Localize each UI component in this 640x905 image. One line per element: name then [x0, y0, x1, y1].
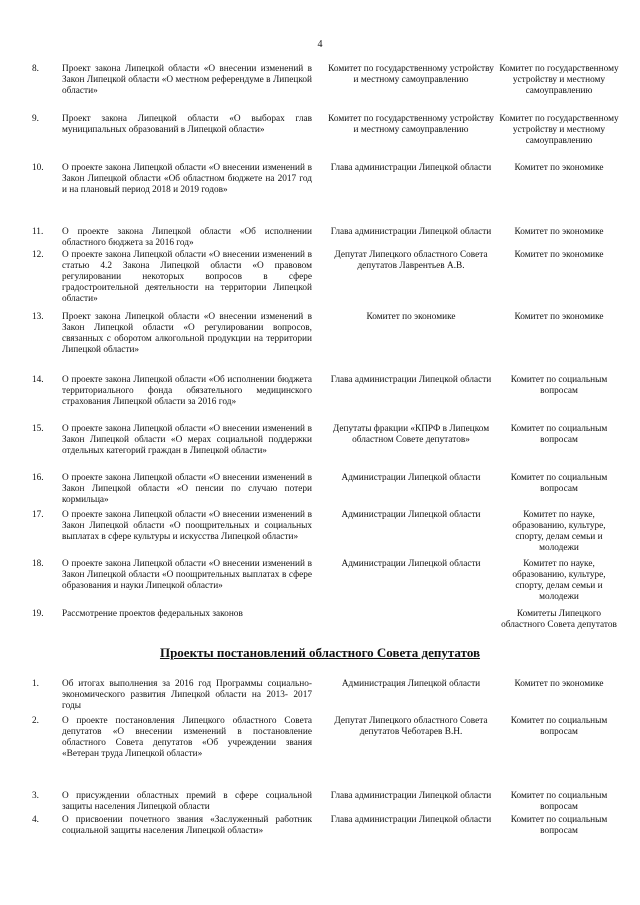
- item-committee: Комитет по экономике: [514, 163, 604, 173]
- item-number: 18.: [32, 559, 44, 569]
- item-number: 11.: [32, 227, 44, 237]
- item-title: О проекте закона Липецкой области «О внесении изменений в Закон Липецкой области «О пенсии по случаю потери кормильца»: [62, 473, 312, 505]
- item-author: Администрация Липецкой области: [341, 679, 481, 689]
- item-title: О проекте закона Липецкой области «О внесении изменений в Закон Липецкой области «Об областном бюджете на 2017 год и на плановый период 2018 и 2019 годов»: [62, 163, 312, 195]
- item-number: 4.: [32, 815, 39, 825]
- item-number: 10.: [32, 163, 44, 173]
- item-author: Депутаты фракции «КПРФ в Липецком областном Совете депутатов»: [332, 424, 490, 445]
- item-number: 13.: [32, 312, 44, 322]
- item-committee: Комитет по науке, образованию, культуре, спорту, делам семьи и молодежи: [512, 559, 606, 602]
- item-title: О присуждении областных премий в сфере социальной защиты населения Липецкой области: [62, 791, 312, 812]
- item-number: 1.: [32, 679, 39, 689]
- item-number: 12.: [32, 250, 44, 260]
- item-author: Комитет по государственному устройству и местному самоуправлению: [328, 114, 494, 135]
- item-committee: Комитет по социальным вопросам: [510, 473, 608, 494]
- item-number: 9.: [32, 114, 39, 124]
- item-title: О проекте закона Липецкой области «О внесении изменений в статью 4.2 Закона Липецкой области «О правовом регулировании некоторых вопросов в сфере градостроительной деятельности на территории Липецкой области»: [62, 250, 312, 304]
- item-title: О проекте постановления Липецкого областного Совета депутатов «О внесении изменений в постановление областного Совета депутатов «Об учреждении звания «Ветеран труда Липецкой области»: [62, 716, 312, 759]
- section-heading: Проекты постановлений областного Совета депутатов: [159, 645, 481, 660]
- item-committee: Комитет по государственному устройству и местному самоуправлению: [499, 64, 619, 96]
- item-committee: Комитет по экономике: [514, 312, 604, 322]
- item-committee: Комитеты Липецкого областного Совета депутатов: [501, 609, 617, 630]
- item-committee: Комитет по социальным вопросам: [510, 424, 608, 445]
- item-title: Проект закона Липецкой области «О внесении изменений в Закон Липецкой области «О регулировании вопросов, связанных с оборотом алкогольной продукции на территории Липецкой области»: [62, 312, 312, 355]
- item-committee: Комитет по социальным вопросам: [510, 791, 608, 812]
- item-author: Комитет по экономике: [366, 312, 456, 322]
- item-author: Администрации Липецкой области: [341, 473, 481, 483]
- item-author: Администрации Липецкой области: [341, 510, 481, 520]
- item-author: Глава администрации Липецкой области: [330, 791, 492, 801]
- item-number: 2.: [32, 716, 39, 726]
- item-number: 14.: [32, 375, 44, 385]
- page-number: 4: [317, 39, 323, 50]
- item-title: О присвоении почетного звания «Заслуженный работник социальной защиты населения Липецкой области»: [62, 815, 312, 836]
- item-author: Депутат Липецкого областного Совета депутатов Чеботарев В.Н.: [334, 716, 488, 737]
- item-author: Глава администрации Липецкой области: [330, 815, 492, 825]
- item-title: О проекте закона Липецкой области «О внесении изменений в Закон Липецкой области «О мерах социальной поддержки отдельных категорий граждан в Липецкой области»: [62, 424, 312, 456]
- item-committee: Комитет по государственному устройству и местному самоуправлению: [499, 114, 619, 146]
- item-number: 15.: [32, 424, 44, 434]
- item-title: Проект закона Липецкой области «О внесении изменений в Закон Липецкой области «О местном референдуме в Липецкой области»: [62, 64, 312, 96]
- item-author: Администрации Липецкой области: [341, 559, 481, 569]
- item-committee: Комитет по социальным вопросам: [510, 375, 608, 396]
- item-author: Комитет по государственному устройству и местному самоуправлению: [328, 64, 494, 85]
- item-committee: Комитет по экономике: [514, 250, 604, 260]
- item-title: О проекте закона Липецкой области «О внесении изменений в Закон Липецкой области «О поощрительных выплатах в сфере образования и науки Липецкой области»: [62, 559, 312, 591]
- item-number: 19.: [32, 609, 44, 619]
- item-committee: Комитет по науке, образованию, культуре, спорту, делам семьи и молодежи: [512, 510, 606, 553]
- item-title: Рассмотрение проектов федеральных законов: [62, 609, 243, 619]
- item-title: Проект закона Липецкой области «О выборах глав муниципальных образований в Липецкой области»: [62, 114, 312, 135]
- item-author: Глава администрации Липецкой области: [330, 375, 492, 385]
- item-title: О проекте закона Липецкой области «Об исполнении областного бюджета за 2016 год»: [62, 227, 312, 248]
- item-author: Депутат Липецкого областного Совета депутатов Лаврентьев А.В.: [334, 250, 488, 271]
- item-committee: Комитет по экономике: [514, 227, 604, 237]
- item-number: 16.: [32, 473, 44, 483]
- item-title: Об итогах выполнения за 2016 год Программы социально-экономического развития Липецкой области на 2013- 2017 годы: [62, 679, 312, 711]
- item-author: Глава администрации Липецкой области: [330, 227, 492, 237]
- item-number: 17.: [32, 510, 44, 520]
- item-author: Глава администрации Липецкой области: [330, 163, 492, 173]
- item-committee: Комитет по экономике: [514, 679, 604, 689]
- item-committee: Комитет по социальным вопросам: [510, 716, 608, 737]
- item-committee: Комитет по социальным вопросам: [510, 815, 608, 836]
- item-title: О проекте закона Липецкой области «Об исполнении бюджета территориального фонда обязательного медицинского страхования Липецкой области за 2016 год»: [62, 375, 312, 407]
- item-number: 3.: [32, 791, 39, 801]
- item-number: 8.: [32, 64, 39, 74]
- item-title: О проекте закона Липецкой области «О внесении изменений в Закон Липецкой области «О поощрительных и социальных выплатах в сфере культуры и искусства Липецкой области»: [62, 510, 312, 542]
